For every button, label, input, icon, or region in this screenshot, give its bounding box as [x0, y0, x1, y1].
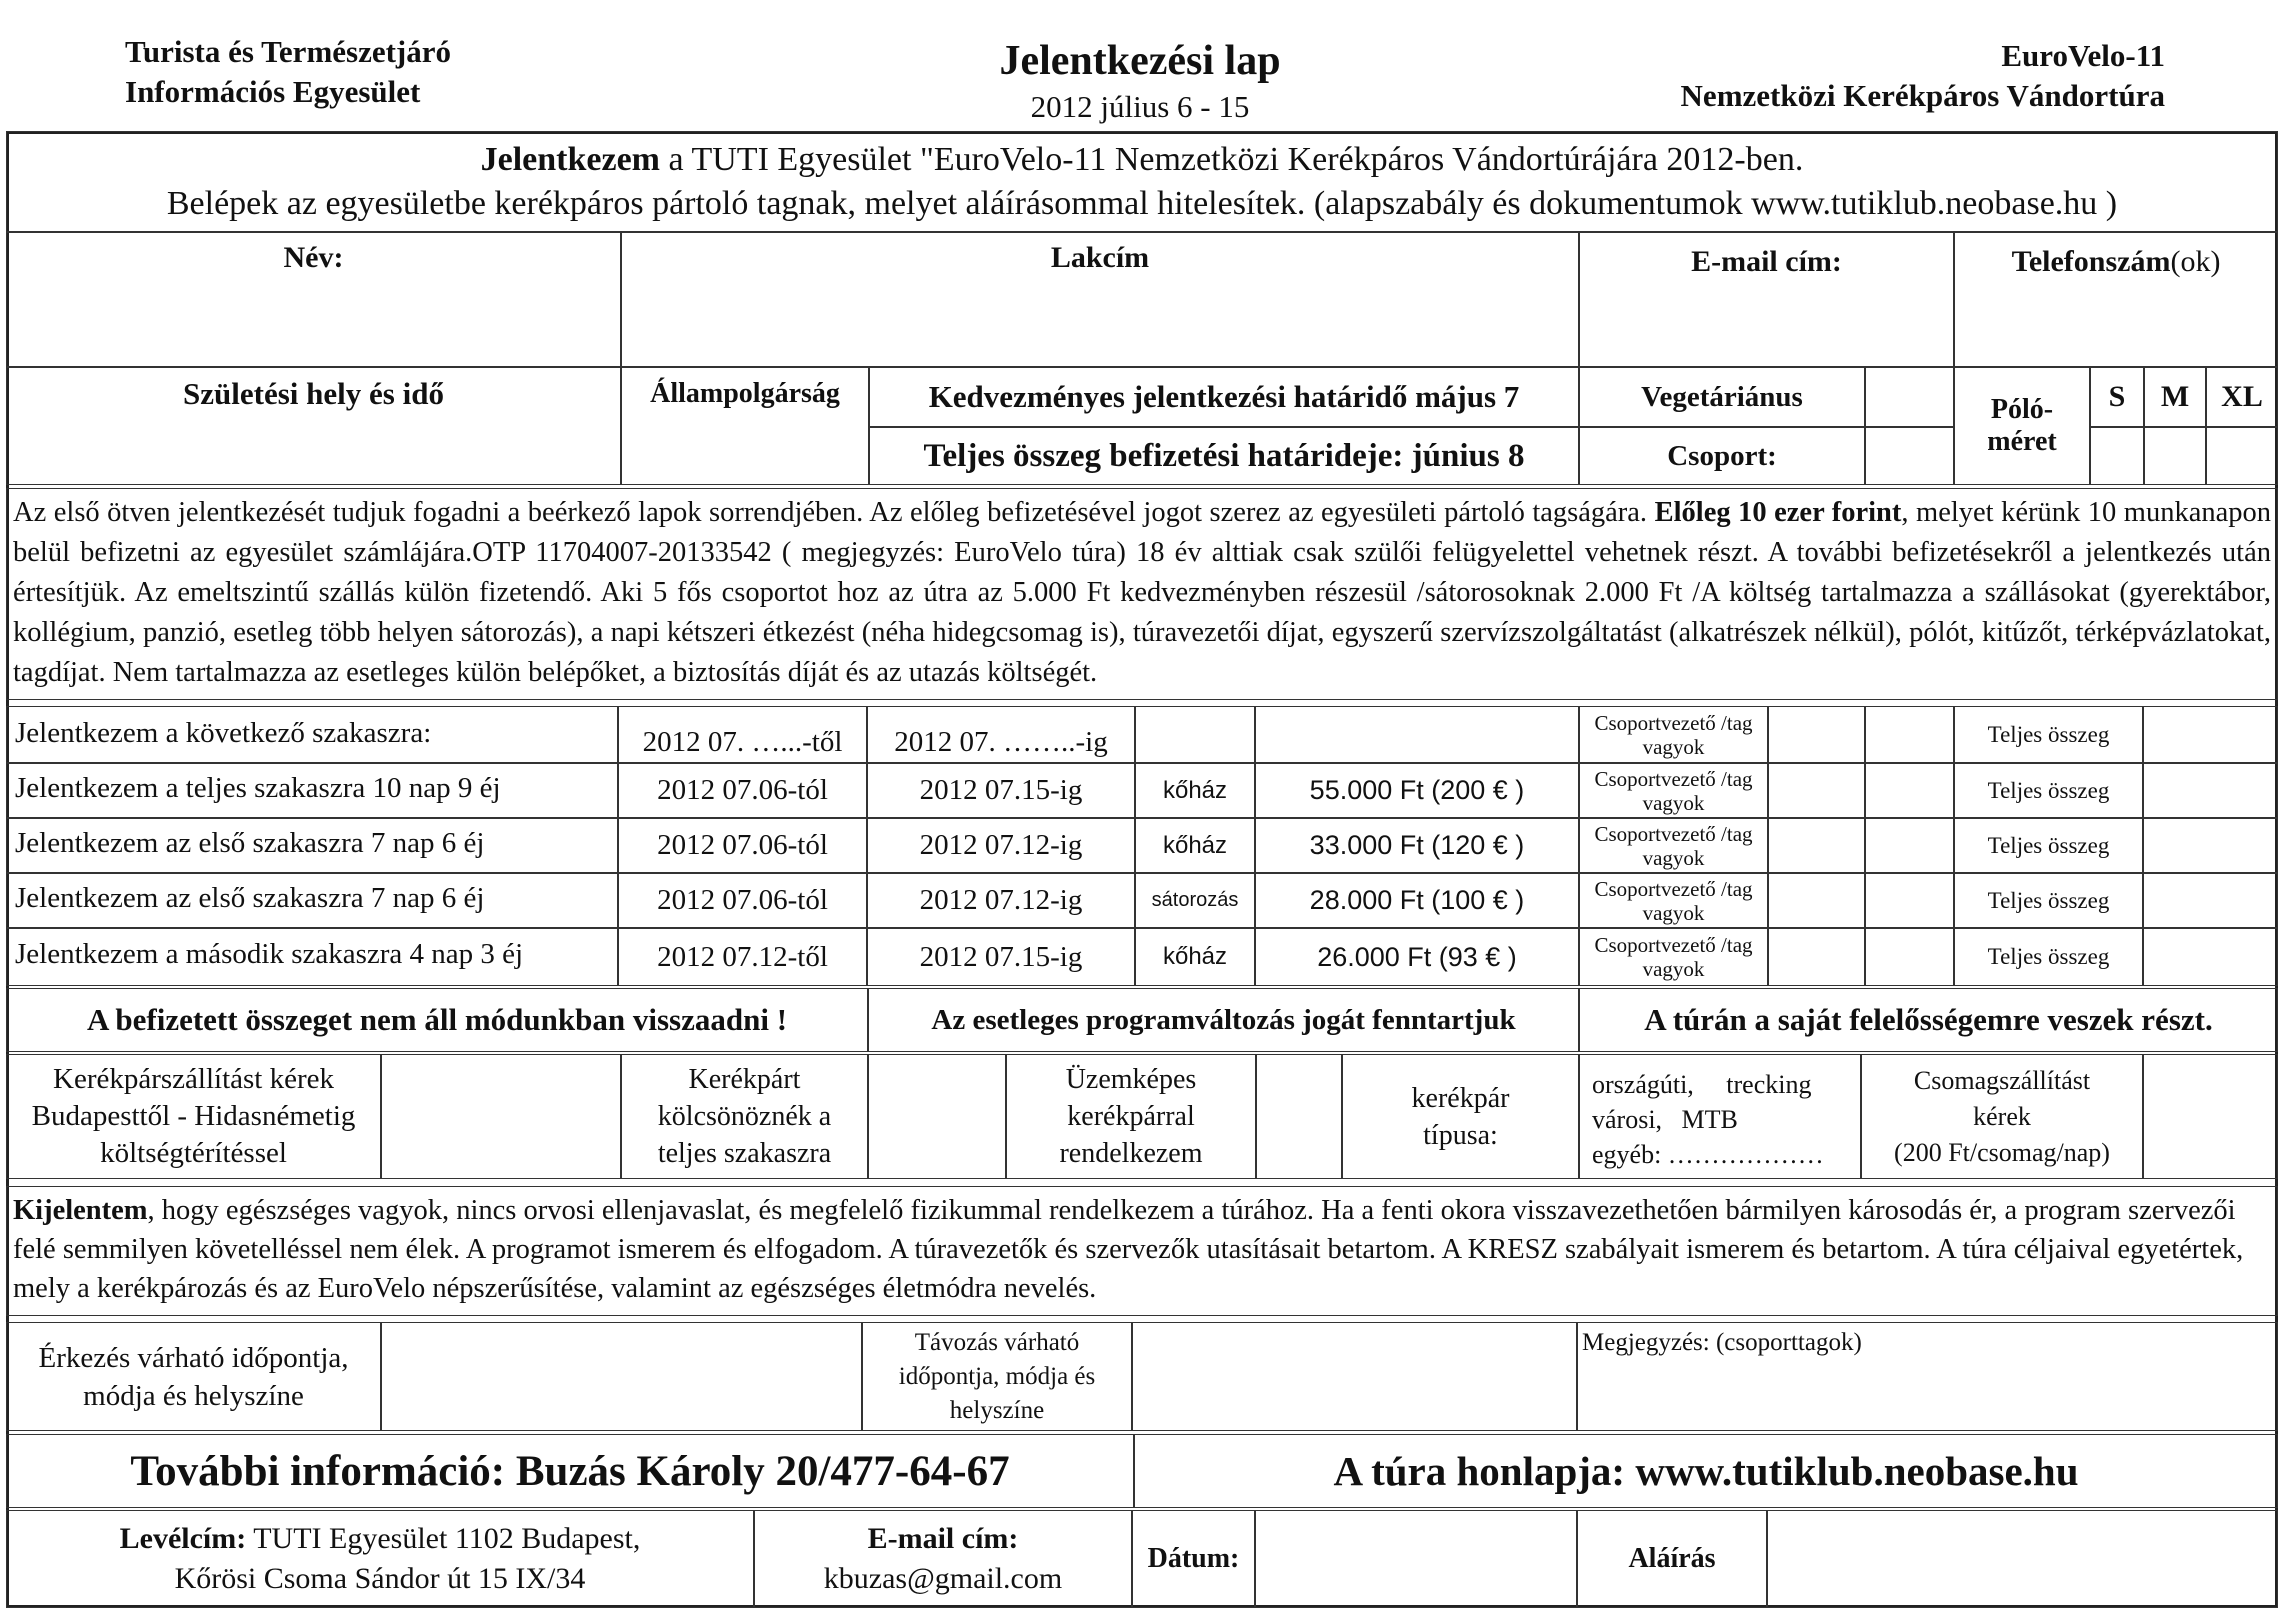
size-xl-label: XL — [2206, 367, 2278, 427]
contact-email: E-mail cím: kbuzas@gmail.com — [754, 1510, 1132, 1608]
group-member-checkbox[interactable] — [1865, 873, 1954, 928]
group-member-checkbox[interactable] — [1865, 818, 1954, 873]
group-label: Csoport: — [1579, 427, 1865, 485]
section-from-field[interactable]: 2012 07. …...-től — [618, 706, 867, 763]
notes-field[interactable]: Megjegyzés: (csoporttagok) — [1577, 1322, 2278, 1431]
group-leader-checkbox[interactable] — [1768, 763, 1865, 818]
section-row-accommodation: kőház — [1135, 763, 1255, 818]
form-title: Jelentkezési lap 2012 július 6 - 15 — [880, 34, 1400, 126]
group-member-checkbox[interactable] — [1865, 706, 1954, 763]
tour-dates: 2012 július 6 - 15 — [1030, 89, 1250, 124]
total-field[interactable] — [2143, 763, 2278, 818]
departure-field[interactable] — [1132, 1322, 1577, 1431]
section-row-label: Jelentkezem a második szakaszra 4 nap 3 éj — [6, 928, 618, 986]
signature-label: Aláírás — [1577, 1510, 1767, 1608]
bike-transport-checkbox[interactable] — [381, 1054, 621, 1179]
group-member-checkbox[interactable] — [1865, 928, 1954, 986]
section-row-to: 2012 07.15-ig — [867, 928, 1135, 986]
no-refund-notice: A befizetett összeget nem áll módunkban visszaadni ! — [6, 988, 868, 1052]
section-type-field[interactable] — [1135, 706, 1255, 763]
program-change-notice: Az esetleges programváltozás jogát fenntartjuk — [868, 988, 1579, 1052]
section-row-from: 2012 07.12-től — [618, 928, 867, 986]
luggage-transport-label: Csomagszállítást kérek (200 Ft/csomag/nap) — [1861, 1054, 2143, 1179]
section-row-accommodation: sátorozás — [1135, 873, 1255, 928]
group-leader-checkbox[interactable] — [1768, 706, 1865, 763]
total-label: Teljes összeg — [1954, 763, 2143, 818]
group-leader-checkbox[interactable] — [1768, 873, 1865, 928]
section-row-accommodation: kőház — [1135, 928, 1255, 986]
total-label: Teljes összeg — [1954, 818, 2143, 873]
group-leader-label: Csoportvezető /tag vagyok — [1579, 928, 1768, 986]
contact-info: További információ: Buzás Károly 20/477-64-67 — [6, 1434, 1134, 1508]
phone-field[interactable]: Telefonszám(ok) — [1954, 232, 2278, 367]
section-to-field[interactable]: 2012 07. ……..-ig — [867, 706, 1135, 763]
section-row-label: Jelentkezem a teljes szakaszra 10 nap 9 éj — [6, 763, 618, 818]
size-xl-checkbox[interactable] — [2206, 427, 2278, 485]
bike-rental-label: Kerékpárt kölcsönöznék a teljes szakaszra — [621, 1054, 868, 1179]
section-row-price: 28.000 Ft (100 € ) — [1255, 873, 1579, 928]
size-s-checkbox[interactable] — [2090, 427, 2144, 485]
total-field[interactable] — [2143, 818, 2278, 873]
total-field[interactable] — [2143, 928, 2278, 986]
section-row-from: 2012 07.06-tól — [618, 818, 867, 873]
vegetarian-label: Vegetáriánus — [1579, 367, 1865, 427]
section-row-to: 2012 07.15-ig — [867, 763, 1135, 818]
section-row-from: 2012 07.06-tól — [618, 763, 867, 818]
section-row-label: Jelentkezem az első szakaszra 7 nap 6 éj — [6, 818, 618, 873]
mailing-address: Levélcím: TUTI Egyesület 1102 Budapest, Kőrösi Csoma Sándor út 15 IX/34 — [6, 1510, 754, 1608]
intro-statement: Jelentkezem a TUTI Egyesület "EuroVelo-11 Nemzetközi Kerékpáros Vándortúrájára 2012-ben. Belépek az egyesületbe kerékpáros pártoló tagnak, melyet aláírásommal hitelesítek. (alapszabály és dokumentumok www.tutiklub.neobase.hu ) — [6, 131, 2278, 232]
email-field[interactable]: E-mail cím: — [1579, 232, 1954, 367]
departure-label: Távozás várható időpontja, módja és helyszíne — [862, 1322, 1132, 1431]
bike-type-label: kerékpár típusa: — [1342, 1054, 1579, 1179]
section-row-to: 2012 07.12-ig — [867, 873, 1135, 928]
section-row-to: 2012 07.12-ig — [867, 818, 1135, 873]
section-price-field[interactable] — [1255, 706, 1579, 763]
bike-transport-label: Kerékpárszállítást kérek Budapesttől - Hidasnémetig költségtérítéssel — [6, 1054, 381, 1179]
bike-type-options[interactable]: országúti, trecking városi, MTB egyéb: ……………… — [1579, 1054, 1861, 1179]
section-row-price: 55.000 Ft (200 € ) — [1255, 763, 1579, 818]
date-field[interactable] — [1255, 1510, 1577, 1608]
luggage-transport-checkbox[interactable] — [2143, 1054, 2278, 1179]
payment-deadline: Teljes összeg befizetési határideje: június 8 — [869, 427, 1579, 485]
group-field[interactable] — [1865, 427, 1954, 485]
shirt-size-label: Póló- méret — [1954, 367, 2090, 485]
group-leader-checkbox[interactable] — [1768, 818, 1865, 873]
total-label: Teljes összeg — [1954, 706, 2143, 763]
working-bike-label: Üzemképes kerékpárral rendelkezem — [1006, 1054, 1256, 1179]
group-leader-label: Csoportvezető /tag vagyok — [1579, 763, 1768, 818]
section-row-from: 2012 07.06-tól — [618, 873, 867, 928]
group-member-checkbox[interactable] — [1865, 763, 1954, 818]
section-row-label: Jelentkezem az első szakaszra 7 nap 6 éj — [6, 873, 618, 928]
birth-place-date-field[interactable]: Születési hely és idő — [6, 367, 621, 485]
email-link[interactable]: kbuzas@gmail.com — [823, 1562, 1063, 1595]
event-name: EuroVelo-11 Nemzetközi Kerékpáros Vándortúra — [1680, 38, 2165, 113]
declaration-paragraph: Kijelentem, hogy egészséges vagyok, nincs orvosi ellenjavaslat, és megfelelő fizikummal rendelkezem a túrához. Ha a fenti okora visszavezethetően bármilyen károsodás ér, a program szervezői felé semmilyen követelléssel nem élek. A programot ismerem és elfogadom. A túravezetők és szervezők utasításait betartom. A KRESZ szabályait ismerem és betartom. A túra céljaival egyetértek, mely a kerékpározás és az EuroVelo népszerűsítése, valamint az egészséges életmódra nevelés. — [6, 1186, 2278, 1316]
tour-website: A túra honlapja: www.tutiklub.neobase.hu — [1134, 1434, 2278, 1508]
working-bike-checkbox[interactable] — [1256, 1054, 1342, 1179]
section-header-label: Jelentkezem a következő szakaszra: — [6, 706, 618, 763]
total-field[interactable] — [2143, 706, 2278, 763]
signature-field[interactable] — [1767, 1510, 2278, 1608]
size-m-label: M — [2144, 367, 2206, 427]
group-leader-checkbox[interactable] — [1768, 928, 1865, 986]
vegetarian-checkbox[interactable] — [1865, 367, 1954, 427]
total-field[interactable] — [2143, 873, 2278, 928]
group-leader-label: Csoportvezető /tag vagyok — [1579, 706, 1768, 763]
group-leader-label: Csoportvezető /tag vagyok — [1579, 873, 1768, 928]
section-row-price: 33.000 Ft (120 € ) — [1255, 818, 1579, 873]
total-label: Teljes összeg — [1954, 928, 2143, 986]
section-row-price: 26.000 Ft (93 € ) — [1255, 928, 1579, 986]
arrival-field[interactable] — [381, 1322, 862, 1431]
organization-name: Turista és Természetjáró Információs Egyesület — [125, 34, 452, 109]
address-field[interactable]: Lakcím — [621, 232, 1579, 367]
name-field[interactable]: Név: — [6, 232, 621, 367]
responsibility-notice: A túrán a saját felelősségemre veszek részt. — [1579, 988, 2278, 1052]
info-paragraph: Az első ötven jelentkezését tudjuk fogadni a beérkező lapok sorrendjében. Az előleg befizetésével jogot szerez az egyesületi pártoló tagságára. Előleg 10 ezer forint, melyet kérünk 10 munkanapon belül befizetni az egyesület számlájára.OTP 11704007-20133542 ( megjegyzés: EuroVelo túra) 18 év alttiak csak szülői felügyelettel vehetnek részt. A további befizetésekről a jelentkezés után értesítjük. Az emeltszintű szállás külön fizetendő. Aki 5 fős csoportot hoz az útra az 5.000 Ft kedvezményben részesül /sátorosoknak 2.000 Ft /A költség tartalmazza a szállásokat (gyerektábor, kollégium, panzió, esetleg több helyen sátorozás), a napi kétszeri étkezést (néha hidegcsomag is), túravezetői díjat, egyszerű szervízszolgáltatást (alkatrészek nélkül), pólót, kitűzőt, térképvázlatokat, tagdíjat. Nem tartalmazza az esetleges külön belépőket, a biztosítás díját és az utazás költségét. — [6, 488, 2278, 700]
bike-rental-checkbox[interactable] — [868, 1054, 1006, 1179]
citizenship-field[interactable]: Állampolgárság — [621, 367, 869, 485]
date-label: Dátum: — [1132, 1510, 1255, 1608]
total-label: Teljes összeg — [1954, 873, 2143, 928]
size-m-checkbox[interactable] — [2144, 427, 2206, 485]
size-s-label: S — [2090, 367, 2144, 427]
group-leader-label: Csoportvezető /tag vagyok — [1579, 818, 1768, 873]
arrival-label: Érkezés várható időpontja, módja és helyszíne — [6, 1322, 381, 1431]
section-row-accommodation: kőház — [1135, 818, 1255, 873]
discount-deadline: Kedvezményes jelentkezési határidő május 7 — [869, 367, 1579, 427]
